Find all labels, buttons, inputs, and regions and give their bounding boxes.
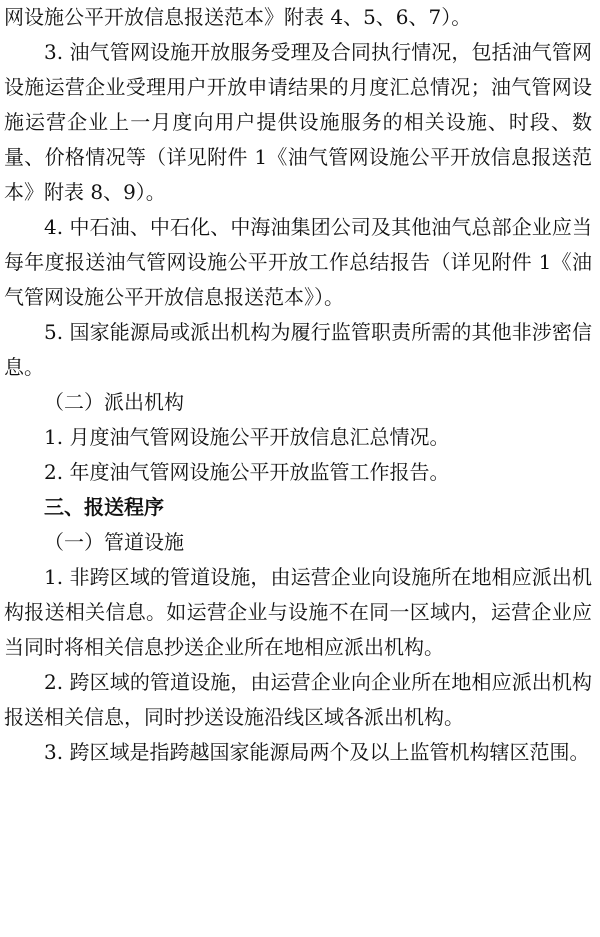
paragraph-pipeline-item-1: 1. 非跨区域的管道设施，由运营企业向设施所在地相应派出机构报送相关信息。如运营企业与设施不在同一区域内，运营企业应当同时将相关信息抄送企业所在地相应派出机构。	[4, 565, 592, 659]
paragraph-agency-item-1: 1. 月度油气管网设施公平开放信息汇总情况。	[44, 425, 450, 449]
subheading-pipeline-facilities: （一）管道设施	[44, 530, 184, 554]
paragraph-item-4-annual-summary: 4. 中石油、中石化、中海油集团公司及其他油气总部企业应当每年度报送油气管网设施公平开放工作总结报告（详见附件 1《油气管网设施公平开放信息报送范本》）。	[4, 215, 592, 309]
section-heading-submission-procedure: 三、报送程序	[44, 495, 164, 519]
paragraph-continuation: 网设施公平开放信息报送范本》附表 4、5、6、7）。	[4, 5, 472, 29]
paragraph-pipeline-item-3: 3. 跨区域是指跨越国家能源局两个及以上监管机构辖区范围。	[44, 740, 590, 764]
paragraph-pipeline-item-2: 2. 跨区域的管道设施，由运营企业向企业所在地相应派出机构报送相关信息，同时抄送设施沿线区域各派出机构。	[4, 670, 592, 729]
paragraph-item-3-service-contracts: 3. 油气管网设施开放服务受理及合同执行情况，包括油气管网设施运营企业受理用户开放申请结果的月度汇总情况；油气管网设施运营企业上一月度向用户提供设施服务的相关设施、时段、数量、价格情况等（详见附件 1《油气管网设施公平开放信息报送范本》附表 8、9）。	[4, 40, 592, 204]
paragraph-item-5-other-info: 5. 国家能源局或派出机构为履行监管职责所需的其他非涉密信息。	[4, 320, 592, 379]
paragraph-agency-item-2: 2. 年度油气管网设施公平开放监管工作报告。	[44, 460, 450, 484]
subheading-dispatched-agencies: （二）派出机构	[44, 390, 184, 414]
